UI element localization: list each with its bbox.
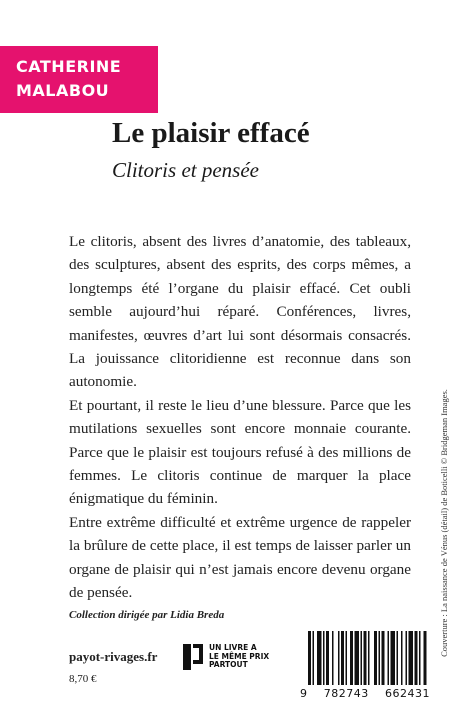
- book-subtitle: Clitoris et pensée: [112, 158, 259, 182]
- prix-line-1: UN LIVRE A: [209, 643, 257, 653]
- isbn-prefix: 9: [300, 687, 308, 700]
- book-price: 8,70 €: [69, 673, 97, 685]
- blurb-paragraph-1: Le clitoris, absent des livres d’anatomie, des tableaux, des sculptures, absent des esprits, des corps mêmes, a longtemps été l’organe du plaisir effacé. Cet oubli semble aujourd’hui réparé. Conférences, livres, manifestes, œuvres d’art lui sont désormais consacrés. La jouissance clitoridienne est reconnue dans son autonomie.: [69, 233, 411, 391]
- publisher-website: payot-rivages.fr: [69, 649, 158, 664]
- author-first-name: CATHERINE: [16, 57, 122, 76]
- author-name-box: [0, 46, 158, 113]
- isbn-group-2: 662431: [385, 687, 430, 700]
- isbn-barcode: [300, 631, 430, 703]
- prix-line-2: LE MÊME PRIX: [209, 651, 270, 661]
- barcode-icon: [300, 631, 430, 687]
- book-title: Le plaisir effacé: [112, 117, 310, 149]
- book-price-icon: [183, 644, 203, 670]
- author-last-name: MALABOU: [16, 81, 110, 100]
- cover-image-credit: [436, 388, 452, 658]
- back-cover-blurb: [69, 230, 411, 605]
- cover-credit-text: Couverture : La naissance de Vénus (détail) de Boticelli © Bridgeman Images.: [439, 389, 449, 657]
- blurb-paragraph-2: Et pourtant, il reste le lieu d’une blessure. Parce que les mutilations sexuelles sont encore monnaie courante. Parce que le plaisir est toujours refusé à des millions de femmes. Le clitoris continue de marquer la place énigmatique du féminin.: [69, 396, 411, 508]
- isbn-digits: [300, 687, 430, 700]
- collection-editor: Collection dirigée par Lidia Breda: [69, 609, 225, 621]
- prix-unique-logo: [183, 644, 269, 670]
- blurb-paragraph-3: Entre extrême difficulté et extrême urgence de rappeler la brûlure de cette place, il est temps de laisser parler un organe de plaisir qui n’est jamais encore devenu organe de pensée.: [69, 513, 411, 602]
- isbn-group-1: 782743: [323, 687, 369, 700]
- prix-line-3: PARTOUT: [209, 660, 248, 670]
